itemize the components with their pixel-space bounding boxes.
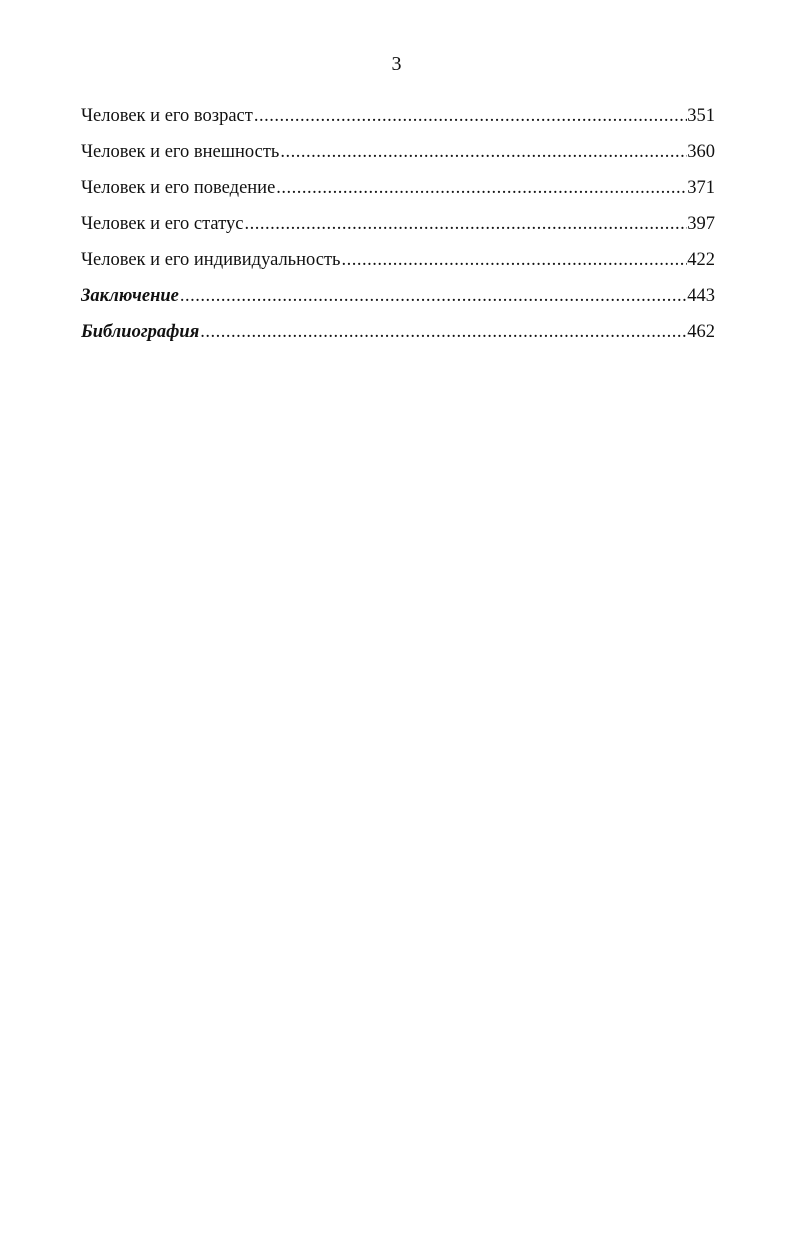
toc-entry-age xyxy=(81,104,715,140)
toc-entry-title: Библиография xyxy=(81,322,200,342)
toc-entry-title: Человек и его статус xyxy=(81,214,244,234)
toc-entry-individuality xyxy=(81,248,715,284)
toc-entry-page: 371 xyxy=(687,178,715,198)
toc-entry-page: 462 xyxy=(687,322,715,342)
toc-entry-page: 422 xyxy=(687,250,715,270)
table-of-contents xyxy=(81,104,715,356)
dot-leader xyxy=(199,320,687,344)
toc-entry-status xyxy=(81,212,715,248)
toc-entry-page: 360 xyxy=(687,142,715,162)
toc-entry-conclusion xyxy=(81,284,715,320)
toc-entry-page: 397 xyxy=(687,214,715,234)
dot-leader xyxy=(275,176,687,200)
dot-leader xyxy=(243,212,687,236)
toc-entry-appearance xyxy=(81,140,715,176)
page-number: 3 xyxy=(391,53,402,75)
toc-entry-bibliography xyxy=(81,320,715,356)
dot-leader xyxy=(253,104,687,128)
toc-entry-title: Заключение xyxy=(81,286,179,306)
toc-entry-title: Человек и его поведение xyxy=(81,178,276,198)
toc-entry-title: Человек и его возраст xyxy=(81,106,253,126)
toc-entry-behavior xyxy=(81,176,715,212)
dot-leader xyxy=(179,284,687,308)
toc-entry-page: 351 xyxy=(687,106,715,126)
dot-leader xyxy=(340,248,687,272)
toc-entry-title: Человек и его индивидуальность xyxy=(81,250,341,270)
toc-entry-page: 443 xyxy=(687,286,715,306)
dot-leader xyxy=(279,140,687,164)
toc-entry-title: Человек и его внешность xyxy=(81,142,280,162)
